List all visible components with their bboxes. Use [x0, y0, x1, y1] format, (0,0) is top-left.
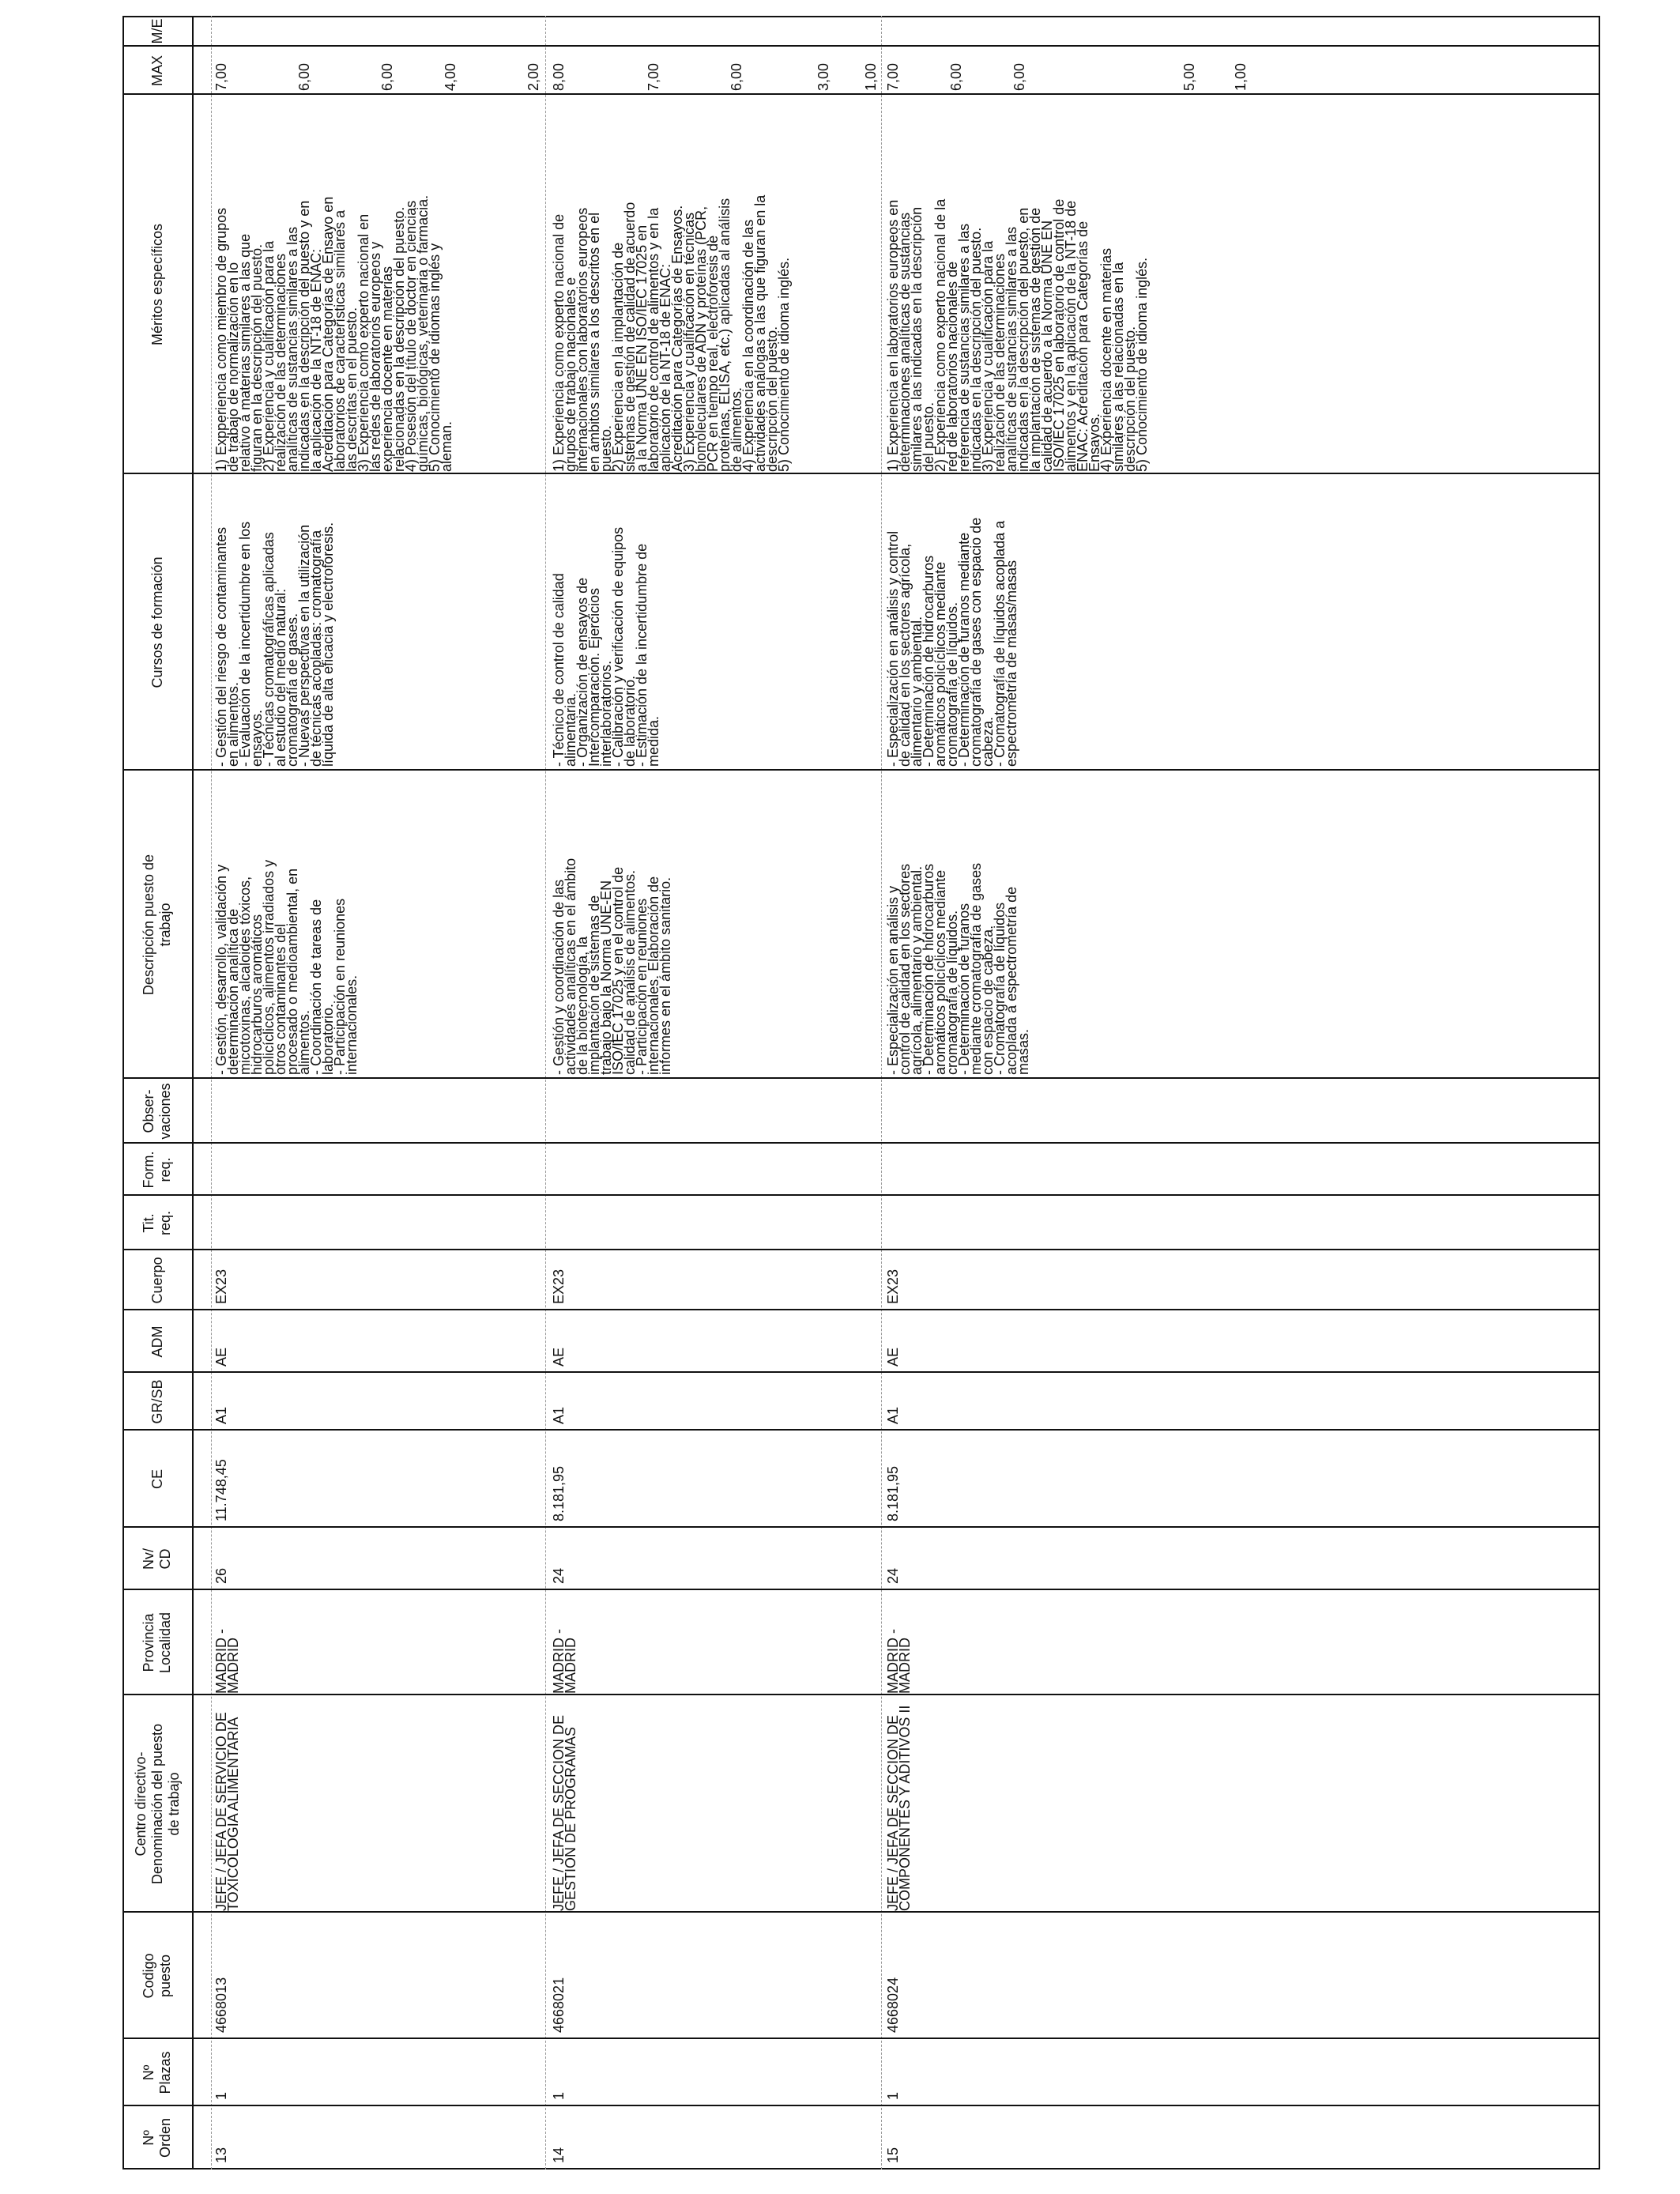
row-divider	[881, 16, 882, 2169]
header-meritos: Méritos específicos	[149, 223, 165, 346]
header-orden: Nº Orden	[141, 2117, 173, 2158]
header-nivel: Nv/ CD	[141, 1548, 173, 1570]
col-divider	[122, 1142, 1600, 1144]
row-14-max-4: 3,00	[816, 62, 831, 91]
row-14-centro: JEFE / JEFA DE SECCION DE GESTION DE PROGRAMAS	[551, 1714, 578, 1911]
row-14-nivel: 24	[551, 1567, 567, 1584]
col-divider	[122, 473, 1600, 474]
row-14-max-2: 7,00	[646, 62, 661, 91]
header-cuerpo: Cuerpo	[149, 1257, 165, 1304]
row-14-max-3: 6,00	[729, 62, 744, 91]
row-13-max-1: 7,00	[213, 62, 229, 91]
header-descripcion: Descripción puesto de trabajo	[141, 854, 173, 996]
row-13-cuerpo: EX23	[213, 1269, 229, 1304]
header-ce: CE	[149, 1469, 165, 1490]
row-13-orden: 13	[213, 2147, 229, 2163]
row-14-provincia: MADRID - MADRID	[551, 1629, 578, 1694]
row-13-ce: 11.748,45	[213, 1459, 229, 1521]
col-divider	[122, 45, 1600, 47]
row-13-codigo: 4668013	[213, 1977, 229, 2033]
row-14-grupo: A1	[551, 1406, 567, 1424]
row-14-ce: 8.181,95	[551, 1465, 567, 1521]
header-cursos: Cursos de formación	[149, 556, 165, 688]
col-divider	[122, 2038, 1600, 2039]
row-15-max-4: 5,00	[1181, 62, 1197, 91]
row-15-max-3: 6,00	[1011, 62, 1027, 91]
row-13-centro: JEFE / JEFA DE SERVICIO DE TOXICOLOGIA ALIMENTARIA	[213, 1712, 241, 1911]
row-13-max-3: 6,00	[379, 62, 395, 91]
row-15-max-1: 7,00	[885, 62, 901, 91]
header-max: MAX	[149, 55, 165, 87]
col-divider	[122, 1249, 1600, 1250]
row-13-cursos: - Gestión del riesgo de contaminantes en alimentos. - Evaluación de la incertidumbre en los ensayos. - Técnicas cromatográficas aplicadas al estudio del medio natural: cromatografía de gases. - Nuevas perspectivas en la utilización de técnicas acopladas: cromatografía líquida de alta eficacia y electroforesis.	[213, 521, 336, 767]
col-divider	[122, 1077, 1600, 1079]
row-14-max-1: 8,00	[551, 62, 567, 91]
col-divider	[122, 1694, 1600, 1695]
col-divider	[122, 2105, 1600, 2106]
col-divider	[122, 769, 1600, 771]
row-divider	[545, 16, 546, 2169]
row-15-grupo: A1	[885, 1406, 901, 1424]
row-13-plazas: 1	[213, 2091, 229, 2100]
header-centro: Centro directivo- Denominación del puesto de trabajo	[132, 1723, 182, 1885]
header-dashed-rule	[211, 16, 212, 2169]
row-15-adm: AE	[885, 1347, 901, 1367]
row-14-max-5: 1,00	[863, 62, 879, 91]
row-13-meritos: 1) Expperiencia como miembro de grupos de trabajo de normalización en lo relativo a materias similares a las que figuran en la descripción del puesto. 2) Experiencia y cualificación para la realización de las determinaciones analíticas de sustancias similares a las indicadas en la descripción del puesto y en la aplicación de la NT-18 de ENAC: Acreditación para Categorías de Ensayo en laboratorios de características similares a las descritas en el puesto. 3) Experiencia como experto nacional en las redes de laboratorios europeos y experiencia docente en materias relacionadas en la descripción del puesto. 4) Posesión del título de doctor en ciencias químicas, biológicas, veterinaria o farmacia. 5) Conocimiento de idiomas inglés y aleman.	[213, 194, 454, 472]
header-me: M/E	[149, 18, 165, 44]
row-13-max-5: 2,00	[525, 62, 541, 91]
header-adm: ADM	[149, 1325, 165, 1358]
row-13-adm: AE	[213, 1347, 229, 1367]
row-15-nivel: 24	[885, 1567, 901, 1584]
row-15-orden: 15	[885, 2147, 901, 2163]
row-14-plazas: 1	[551, 2091, 567, 2100]
row-15-max-5: 1,00	[1233, 62, 1249, 91]
row-13-provincia: MADRID - MADRID	[213, 1629, 241, 1694]
row-14-codigo: 4668021	[551, 1977, 567, 2033]
row-14-descripcion: - Gestión y coordinación de las actividades analíticas en el ámbito de la biotecnología, la implantación de sistemas de trabajo bajo la Norma UNE-EN ISO/IEC 17025 y en el control de calidad de análisis de alimentos. - Participación en reuniones internacionales. Elaboración de informes en el ámbito sanitario.	[551, 858, 673, 1075]
col-divider	[122, 1589, 1600, 1590]
header-formacion: Form. req.	[141, 1151, 173, 1189]
row-15-centro: JEFE / JEFA DE SECCION DE COMPONENTES Y ADITIVOS II	[885, 1705, 913, 1911]
row-15-cuerpo: EX23	[885, 1269, 901, 1304]
header-provincia: Provincia Localidad	[141, 1612, 173, 1674]
row-15-meritos: 1) Experiencia en laboratorios europeos en determinaciones analíticas de sustancias similares a las indicadas en la descripción del puesto. 2) Experiencia como experto nacional de la red de laboratorios nacionales de referencia de sustancias similares a las indicadas en la descripción del puesto. 3) Experiencia y cualificación para la realización de las determinaciones analíticas de sustancias similares a las indicadas en la descripción del puesto, en la implantación de sistemas de gestión de calidad de acuerdo a la Norma UNE EN ISO/IEC 17025 en laboratorio de control de alimentos y en la aplicación de la NT-18 de ENAC: Acreditación para Categorías de Ensayos. 4) Experiencia docente en materias similares a las relacionadas en la descripción del puesto. 5) Conocimiento de idioma inglés.	[885, 198, 1150, 472]
header-grupo: GR/SB	[149, 1379, 165, 1424]
row-15-provincia: MADRID - MADRID	[885, 1629, 913, 1694]
row-15-ce: 8.181,95	[885, 1465, 901, 1521]
col-divider	[122, 1911, 1600, 1913]
col-divider	[122, 1371, 1600, 1373]
header-plazas: Nº Plazas	[141, 2051, 173, 2094]
row-14-cursos: - Técnico de control de calidad alimentaria. - Organización de ensayos de Intercomparación. Ejercicios interlaboratorios. - Calibración y verificación de equipos de laboratorio. - Estimación de la incertidumbre de medida.	[551, 526, 661, 767]
header-titulo: Tit. req.	[141, 1210, 173, 1236]
row-14-adm: AE	[551, 1347, 567, 1367]
col-divider	[122, 1194, 1600, 1196]
header-observaciones: Obser- vaciones	[141, 1083, 173, 1140]
col-divider	[122, 93, 1600, 95]
row-15-codigo: 4668024	[885, 1977, 901, 2033]
row-15-max-2: 6,00	[948, 62, 964, 91]
col-divider	[122, 1309, 1600, 1310]
header-rule	[192, 16, 194, 2169]
col-divider	[122, 1429, 1600, 1431]
row-14-orden: 14	[551, 2147, 567, 2163]
header-codigo: Codigo puesto	[141, 1953, 173, 1999]
row-15-descripcion: - Especialización en análisis y control de calidad en los sectores agrícola, alimentario y ambiental. - Determinación de hidrocarburos aromáticos policíclicos mediante cromatografía de líquidos. - Determinación de furanos mediante cromatografía de gases con espacio de cabeza. - Cromatografía de líquidos acoplada a espectrometría de masas.	[885, 862, 1031, 1075]
row-13-nivel: 26	[213, 1567, 229, 1584]
row-15-plazas: 1	[885, 2091, 901, 2100]
row-13-max-2: 6,00	[296, 62, 312, 91]
row-13-max-4: 4,00	[443, 62, 458, 91]
row-15-cursos: - Especialización en análisis y control de calidad en los sectores agrícola, alimentario y ambiental. - Determinación de hidrocarburos aromáticos policíclicos mediante cromatografía de líquidos. - Determinación de furanos mediante cromatografía de gases con espacio de cabeza. - Cromatografía de líquidos acoplada a espectrometría de masas/masas	[885, 517, 1019, 767]
rotated-table	[122, 16, 1600, 2169]
row-13-descripcion: - Gestión, desarrollo, validación y determinación analítica de micotoxinas, alcaloides tóxicos, hidrocarburos aromáticos policíclicos, alimentos irradiados y otros contaminantes del procesado o medioambiental, en alimentos. - Coordinación de tareas de laboratorio. - Participación en reuniones internacionales.	[213, 859, 360, 1075]
col-divider	[122, 1526, 1600, 1528]
row-14-meritos: 1) Experiencia como experto nacional de grupos de trabajo nacionales e internacionales con laboratorios europeos en ámbitos similares a los descritos en el puesto. 2) Experiencia en la implantación de sistemas de gestión de calidad de acuerdo a la Norma UNE EN ISO/IEC 17025 en laboratorio de control de alimentos y en la aplicación de la NT-18 de ENAC: Acreditación para Categorías de Ensayos. 3) Experiencia y cualificación en técnicas biomoleculares de ADN y proteínas (PCR, PCR en tiempo real, electroforesis de proteínas, ELISA, etc.) aplicadas al análisis de alimentos. 4) Experiencia en la coordinación de las actividades análogas a las que figuran en la descripción del puesto. 5) Conocimiento de idioma inglés.	[551, 194, 792, 472]
row-13-grupo: A1	[213, 1406, 229, 1424]
row-14-cuerpo: EX23	[551, 1269, 567, 1304]
